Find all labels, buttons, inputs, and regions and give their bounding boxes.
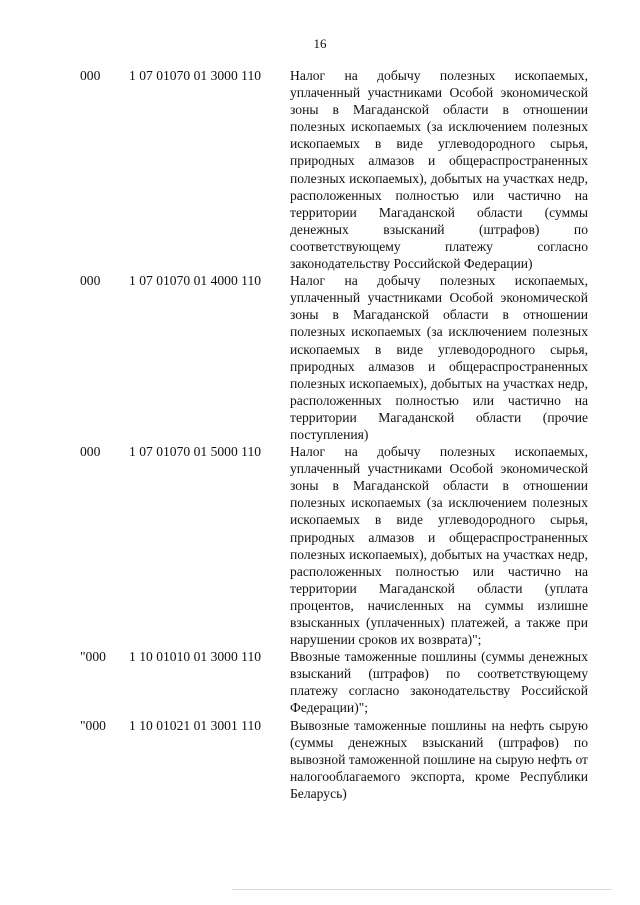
budget-classification-code: 1 10 01021 01 3001 110 [129,717,262,733]
income-description: Налог на добычу полезных ископаемых, уплаченный участниками Особой экономической зоны в Магаданской области в отношении полезных ископаемых (за исключением полезных ископаемых в виде углеводородного сырья, природных алмазов и общераспространенных полезных ископаемых), добытых на участках недр, расположенных полностью или частично на территории Магаданской области (прочие поступления) [290,273,588,442]
income-description: Ввозные таможенные пошлины (суммы денежных взысканий (штрафов) по соответствующему платежу согласно законодательству Российской Федерации)"; [290,649,588,716]
budget-classification-code: 1 07 01070 01 4000 110 [129,273,262,289]
budget-classification-code: 1 07 01070 01 3000 110 [129,68,262,83]
budget-classification-code: 1 07 01070 01 5000 110 [129,444,262,460]
admin-code: 000 [80,273,101,289]
income-description: Налог на добычу полезных ископаемых, уплаченный участниками Особой экономической зоны в Магаданской области в отношении полезных ископаемых (за исключением полезных ископаемых в виде углеводородного сырья, природных алмазов и общераспространенных полезных ископаемых), добытых на участках недр, расположенных полностью или частично на территории Магаданской области (уплата процентов, начисленных на суммы излишне взысканных (уплаченных) платежей, а также при нарушении сроков их возврата)"; [290,444,588,648]
budget-classification-code: 1 10 01010 01 3000 110 [129,649,262,665]
income-description: Налог на добычу полезных ископаемых, уплаченный участниками Особой экономической зоны в Магаданской области в отношении полезных ископаемых (за исключением полезных ископаемых в виде углеводородного сырья, природных алмазов и общераспространенных полезных ископаемых), добытых на участках недр, расположенных полностью или частично на территории Магаданской области (суммы денежных взысканий (штрафов) по соответствующему платежу согласно законодательству Российской Федерации) [290,68,588,272]
page-number: 16 [313,36,327,51]
admin-code: "000 [80,717,106,733]
table-row [0,67,640,272]
table-row [0,717,640,802]
admin-code: 000 [80,68,101,83]
table-row [0,272,640,443]
admin-code: 000 [80,444,101,460]
table-row [0,648,640,716]
page-bottom-rule [232,889,612,890]
table-row [0,443,640,648]
income-description: Вывозные таможенные пошлины на нефть сырую (суммы денежных взысканий (штрафов) по вывозной таможенной пошлине на сырую нефть от налогооблагаемого экспорта, кроме Республики Беларусь) [290,717,588,801]
admin-code: "000 [80,649,106,665]
budget-code-table [0,67,640,802]
